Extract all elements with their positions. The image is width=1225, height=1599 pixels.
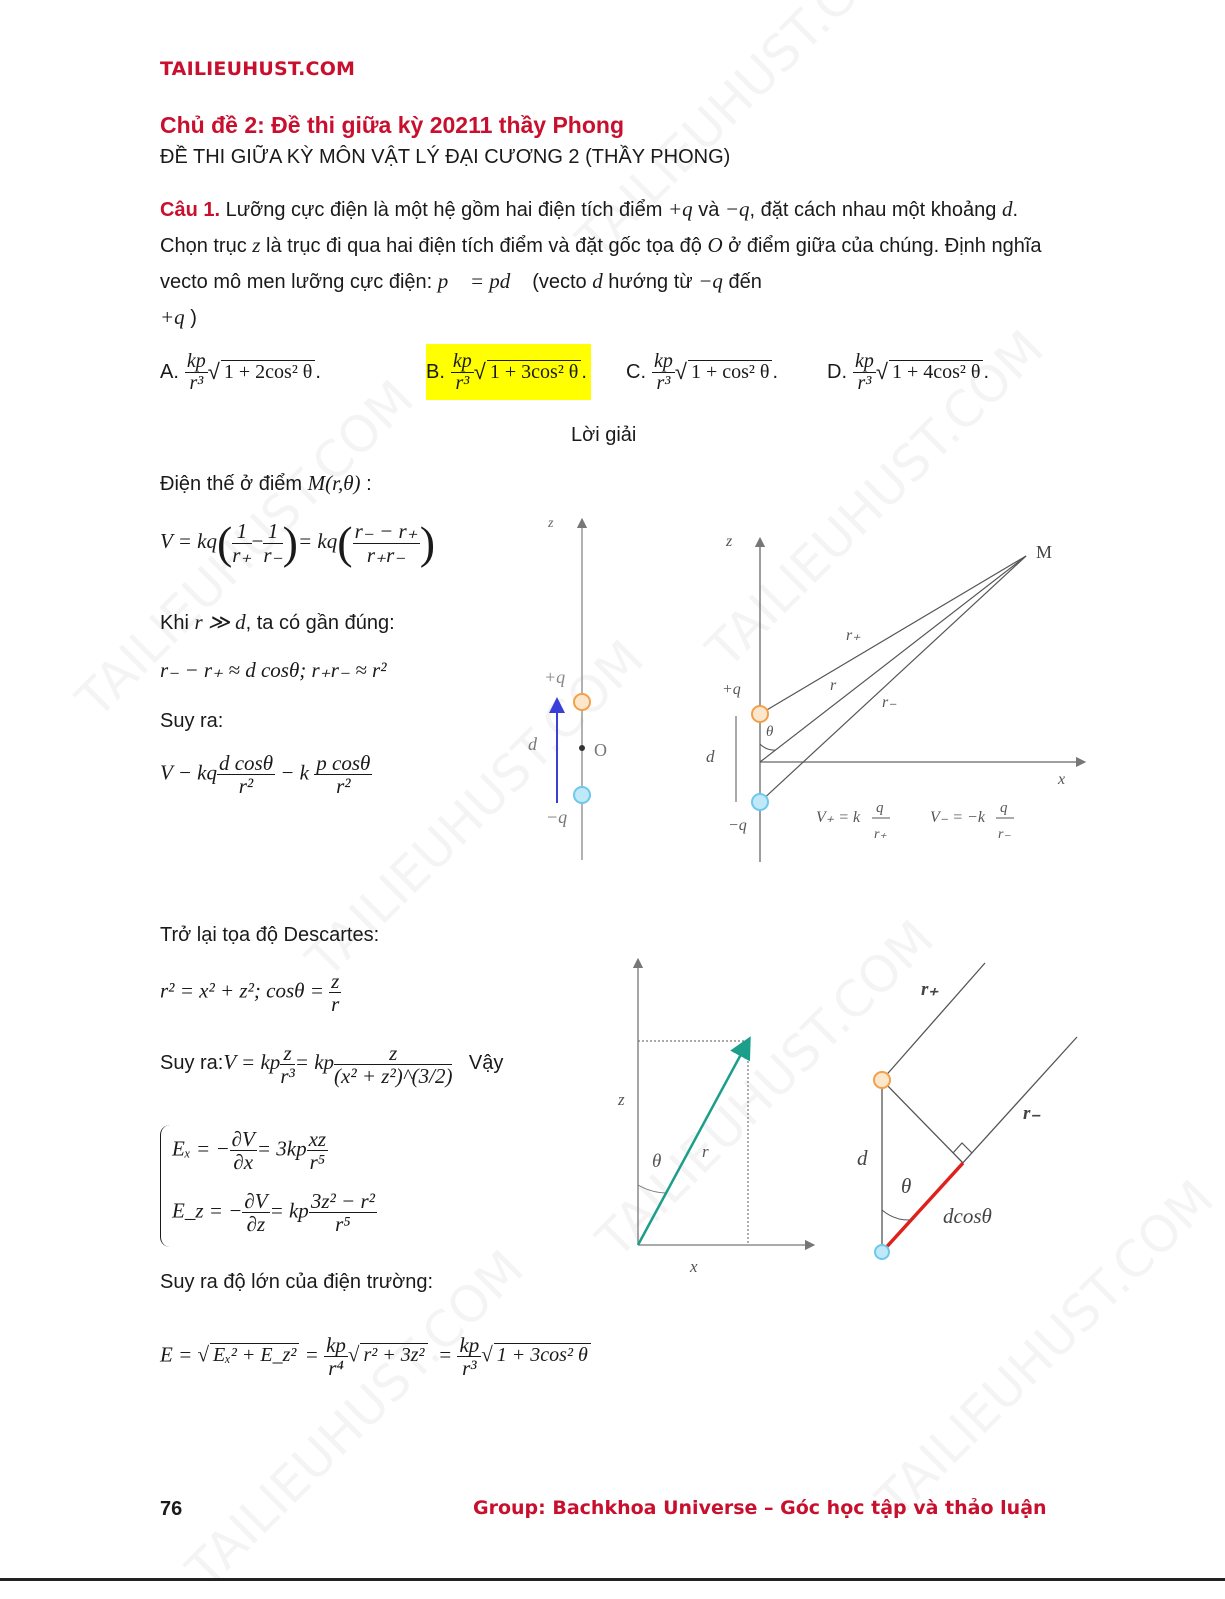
positive-charge <box>874 1072 890 1088</box>
r-label: r <box>830 677 837 694</box>
option-b[interactable]: B. $\frac{kp}{\text{r³}}$ √ 1 + 3cos² θ . <box>426 344 591 400</box>
origin-dot <box>579 745 585 751</box>
theta-label: θ <box>766 724 774 740</box>
exam-subtitle: ĐỀ THI GIỮA KỲ MÔN VẬT LÝ ĐẠI CƯƠNG 2 (THẦY PHONG) <box>160 146 731 168</box>
v-minus-den: r₋ <box>998 827 1011 842</box>
plus-q-label: +q <box>722 681 741 698</box>
page-number: 76 <box>160 1498 183 1520</box>
d-label: d <box>857 1146 868 1170</box>
magnitude-label: Suy ra độ lớn của điện trường: <box>160 1271 434 1293</box>
r-line <box>760 556 1026 762</box>
plus-q-label: +q <box>544 667 566 687</box>
v-plus-lhs: V₊ = k <box>816 809 861 826</box>
bottom-rule <box>0 1578 1225 1581</box>
approx-condition: Khi r ≫ d, ta có gần đúng: <box>160 610 395 634</box>
perpendicular <box>882 1080 963 1163</box>
theta-arc <box>760 744 776 750</box>
equation-ez: E_z = − $\frac{\partial V}{\partial z}$ = kp $\frac{\text{3z² − r²}}{\text{r⁵}}$ <box>172 1189 375 1237</box>
footer-group[interactable]: Group: Bachkhoa Universe – Góc học tập và thảo luận <box>473 1497 1047 1519</box>
dipole-point-m-figure <box>698 522 1088 867</box>
v-plus-den: r₊ <box>874 827 887 842</box>
cartesian-vector-figure <box>610 955 815 1280</box>
x-label: x <box>1058 771 1066 788</box>
so-label-1: Suy ra: <box>160 710 224 732</box>
origin-label: O <box>594 740 607 760</box>
equation-v: V = kq( $\frac{1}{r_+}$ − $\frac{1}{r_-}$ )= kq( $\frac{r_- - r_+}{r_+r_-}$ ) <box>160 517 436 568</box>
right-angle-mark <box>953 1143 972 1153</box>
point-m-label: M <box>1036 542 1053 562</box>
positive-charge <box>752 706 768 722</box>
r-minus-label: r₋ <box>882 694 897 711</box>
r-label: r <box>702 1142 709 1161</box>
dipole-axis-figure <box>520 505 640 865</box>
potential-line: Điện thế ở điểm M(r,θ) : <box>160 471 372 495</box>
negative-charge <box>752 794 768 810</box>
minus-q-label: −q <box>546 807 568 827</box>
z-axis-label: z <box>548 516 554 531</box>
back-to-cartesian: Trở lại tọa độ Descartes: <box>160 924 380 946</box>
x-label: x <box>690 1257 698 1276</box>
dcos-theta-figure <box>845 955 1095 1265</box>
minus-q-label: −q <box>728 817 747 834</box>
dcos-label: dcosθ <box>943 1204 992 1228</box>
option-c[interactable]: C. $\frac{kp}{\text{r³}}$ √ 1 + cos² θ . <box>626 349 779 394</box>
solution-heading: Lời giải <box>571 424 637 446</box>
v-plus-num: q <box>876 800 884 816</box>
positive-charge <box>574 694 590 710</box>
theta-arc <box>882 1210 911 1220</box>
v-minus-lhs: V₋ = −k <box>930 809 985 826</box>
r-plus-line <box>760 556 1026 714</box>
option-d[interactable]: D. $\frac{kp}{\text{r³}}$ √ 1 + 4cos² θ . <box>827 349 990 394</box>
d-label: d <box>706 747 715 766</box>
chapter-title: Chủ đề 2: Đề thi giữa kỳ 20211 thầy Phong <box>160 112 624 138</box>
theta-arc <box>638 1185 666 1193</box>
cartesian-equation: r² = x² + z²; cosθ = $\frac{z}{r}$ <box>160 969 340 1017</box>
option-a[interactable]: A. $\frac{kp}{\text{r³}}$ √ 1 + 2cos² θ . <box>160 349 321 394</box>
r-minus-line <box>760 556 1026 802</box>
r-plus-label: r₊ <box>921 979 939 1000</box>
v-minus-num: q <box>1000 800 1008 816</box>
final-equation: E = √ Eₓ² + E_z² = $\frac{kp}{\text{r⁴}}$ √ r² + 3z² = $\frac{kp}{\text{r³}}$ √ 1 + 3cos² θ <box>160 1334 591 1379</box>
approx-equation: r₋ − r₊ ≈ d cosθ; r₊r₋ ≈ r² <box>160 658 387 682</box>
theta-label: θ <box>652 1151 662 1172</box>
negative-charge <box>574 787 590 803</box>
equation-ex: Eₓ = − $\frac{\partial V}{\partial x}$ = 3kp $\frac{xz}{\text{r⁵}}$ <box>172 1127 327 1175</box>
equation-v2: V − kq $\frac{\text{d cosθ}}{\text{r²}}$ − k $\frac{\text{p cosθ}}{\text{r²}}$ <box>160 751 371 799</box>
question-1: Câu 1. Lưỡng cực điện là một hệ gồm hai điện tích điểm +q và −q, đặt cách nhau một khoảng d. Chọn trục z là trục đi qua hai điện tích điểm và đặt gốc tọa độ O ở điểm giữa của chúng. Định nghĩa vecto mô men lưỡng cực điện: p⃗ = pd⃗ (vecto d hướng từ −q đến +q ) <box>160 197 1042 329</box>
z-label: z <box>726 533 733 550</box>
theta-label: θ <box>901 1174 912 1198</box>
d-label: d <box>528 734 537 754</box>
r-minus-label: r₋ <box>1023 1103 1041 1124</box>
brand-header[interactable]: TAILIEUHUST.COM <box>160 58 356 80</box>
equation-v3: Suy ra:V = kp $\frac{z}{\text{r³}}$ = kp $\frac{z}{\text{(x² + z²)\textasciicircum{}(3/2)}}$ Vậy <box>160 1041 504 1089</box>
r-plus-label: r₊ <box>846 627 861 644</box>
z-label: z <box>618 1090 625 1109</box>
r-vector <box>638 1045 746 1245</box>
question-label: Câu 1. <box>160 199 221 221</box>
negative-charge <box>875 1245 889 1259</box>
